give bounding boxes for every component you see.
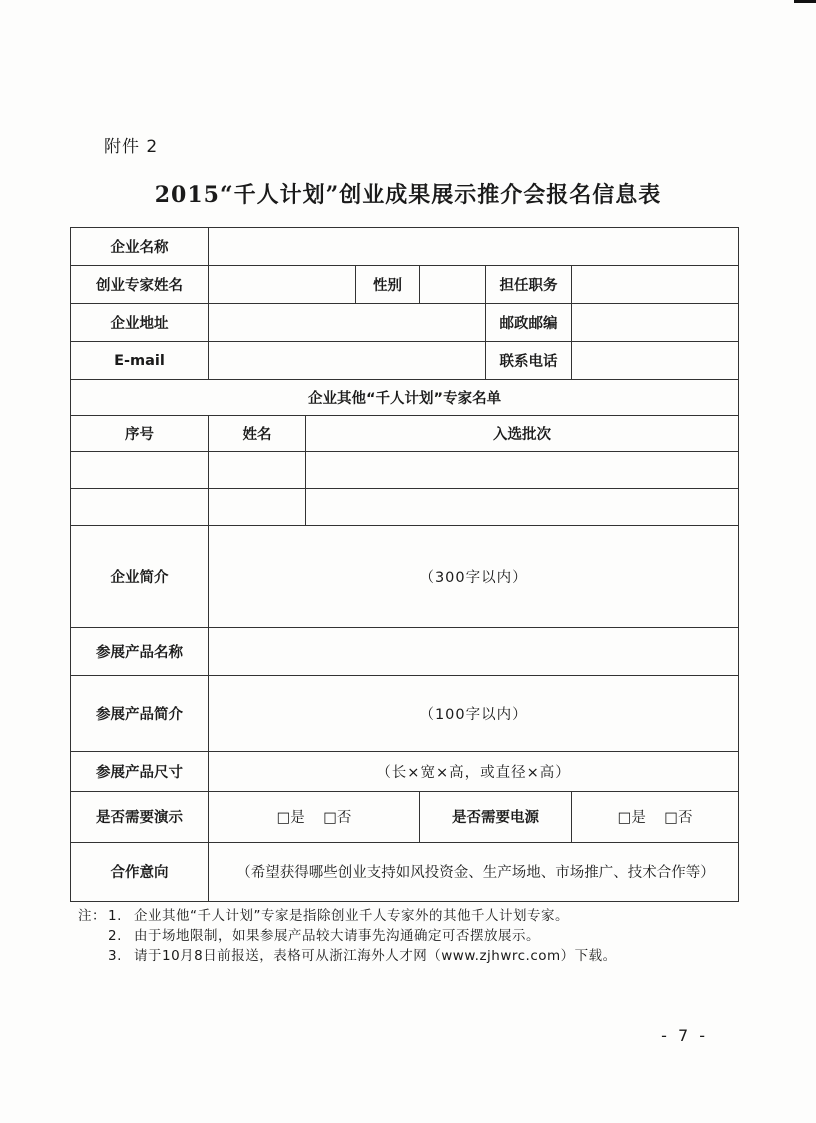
position-cell[interactable] [572,266,739,304]
gender-label: 性别 [356,266,420,304]
email-label: E-mail [71,342,209,380]
company-intro-label: 企业简介 [71,526,209,627]
note-item [78,926,617,946]
phone-label: 联系电话 [486,342,572,380]
row-company-intro [71,526,739,627]
other-experts-heading: 企业其他“千人计划”专家名单 [71,380,739,416]
demo-label: 是否需要演示 [71,791,209,842]
table-row [71,452,739,489]
name-cell[interactable] [209,489,306,526]
note-number: 3. [108,948,122,964]
product-size-cell[interactable]: （长×宽×高，或直径×高） [209,751,739,791]
attachment-label: 附件 2 [104,137,159,157]
position-label: 担任职务 [486,266,572,304]
row-expert [71,266,739,304]
row-demo-power [71,791,739,842]
cooperation-label: 合作意向 [71,842,209,901]
row-product-name [71,627,739,675]
address-label: 企业地址 [71,304,209,342]
demo-yes-checkbox[interactable]: □是 [276,810,305,827]
row-experts-header [71,416,739,452]
postal-code-label: 邮政邮编 [486,304,572,342]
row-product-size [71,751,739,791]
col-seq-header: 序号 [71,416,209,452]
col-name-header: 姓名 [209,416,306,452]
power-yes-checkbox[interactable]: □是 [617,810,646,827]
note-item [78,906,617,926]
seq-cell[interactable] [71,489,209,526]
registration-form-table [70,227,739,902]
power-no-checkbox[interactable]: □否 [664,810,693,827]
page-title: 2015“千人计划”创业成果展示推介会报名信息表 [154,182,662,208]
row-product-intro [71,675,739,751]
company-name-cell[interactable] [209,228,739,266]
scan-corner-mark [794,0,816,3]
batch-cell[interactable] [306,489,739,526]
product-name-label: 参展产品名称 [71,627,209,675]
row-company-name [71,228,739,266]
cooperation-cell[interactable]: （希望获得哪些创业支持如风投资金、生产场地、市场推广、技术合作等） [209,842,739,901]
product-intro-cell[interactable]: （100字以内） [209,675,739,751]
address-cell[interactable] [209,304,486,342]
table-row [71,489,739,526]
note-text: 请于10月8日前报送，表格可从浙江海外人才网（www.zjhwrc.com）下载。 [134,948,617,964]
note-text: 企业其他“千人计划”专家是指除创业千人专家外的其他千人计划专家。 [134,908,569,924]
page-number: - 7 - [661,1026,708,1045]
product-intro-label: 参展产品简介 [71,675,209,751]
expert-name-cell[interactable] [209,266,356,304]
notes-prefix: 注： [78,908,106,924]
power-label: 是否需要电源 [420,791,572,842]
postal-code-cell[interactable] [572,304,739,342]
expert-name-label: 创业专家姓名 [71,266,209,304]
phone-cell[interactable] [572,342,739,380]
seq-cell[interactable] [71,452,209,489]
name-cell[interactable] [209,452,306,489]
notes [78,906,617,966]
col-batch-header: 入选批次 [306,416,739,452]
email-cell[interactable] [209,342,486,380]
batch-cell[interactable] [306,452,739,489]
note-text: 由于场地限制，如果参展产品较大请事先沟通确定可否摆放展示。 [134,928,540,944]
power-options-cell [572,791,739,842]
row-other-experts-heading [71,380,739,416]
note-item [78,946,617,966]
note-number: 2. [108,928,122,944]
gender-cell[interactable] [420,266,486,304]
row-cooperation [71,842,739,901]
row-email [71,342,739,380]
product-size-label: 参展产品尺寸 [71,751,209,791]
company-name-label: 企业名称 [71,228,209,266]
demo-options-cell [209,791,420,842]
demo-no-checkbox[interactable]: □否 [323,810,352,827]
row-address [71,304,739,342]
note-number: 1. [108,908,122,924]
company-intro-cell[interactable]: （300字以内） [209,526,739,627]
product-name-cell[interactable] [209,627,739,675]
